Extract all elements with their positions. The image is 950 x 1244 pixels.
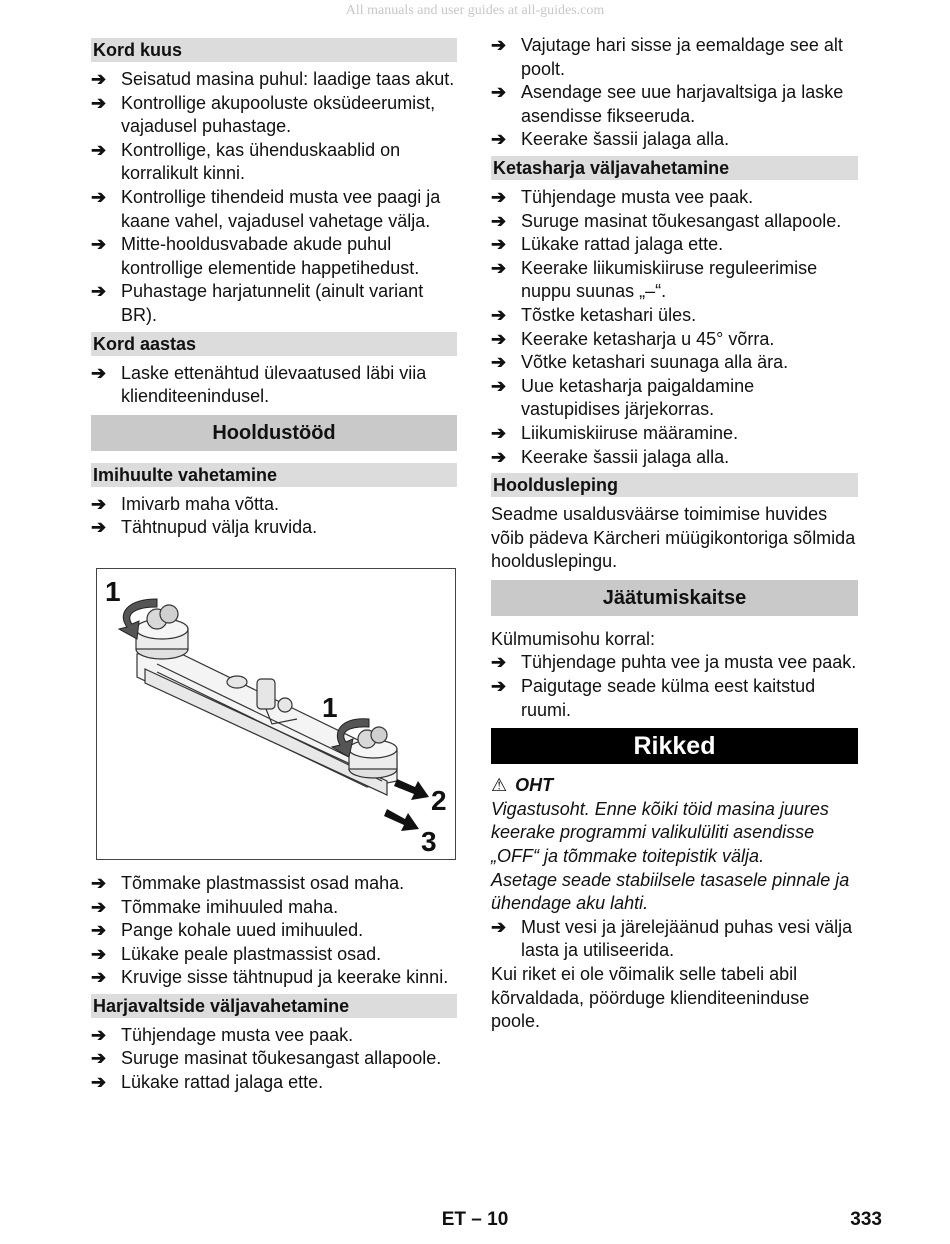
arrow-icon: ➔ bbox=[491, 916, 507, 937]
list-item: ➔ Lükake rattad jalaga ette. bbox=[91, 1071, 457, 1095]
list-item: ➔ Tühjendage musta vee paak. bbox=[491, 186, 858, 210]
list-item: ➔ Keerake šassii jalaga alla. bbox=[491, 446, 858, 470]
page-number: 333 bbox=[850, 1209, 882, 1230]
heading-kord-aastas: Kord aastas bbox=[91, 332, 457, 356]
arrow-icon: ➔ bbox=[91, 92, 107, 113]
arrow-icon: ➔ bbox=[491, 210, 507, 231]
list-item: ➔ Keerake liikumiskiiruse reguleerimise nuppu suunas „–“. bbox=[491, 257, 818, 302]
list-item: ➔ Suruge masinat tõukesangast allapoole. bbox=[91, 1047, 457, 1071]
list-item: ➔ Kontrollige, kas ühenduskaablid on korralikult kinni. bbox=[91, 139, 401, 184]
arrow-icon: ➔ bbox=[91, 139, 107, 160]
step-label-2: 2 bbox=[431, 784, 447, 816]
arrow-icon: ➔ bbox=[91, 1072, 107, 1093]
arrow-icon: ➔ bbox=[491, 234, 507, 255]
step-label-3: 3 bbox=[421, 825, 437, 857]
list-kord-kuus bbox=[91, 68, 457, 328]
heading-hooldusleping: Hooldusleping bbox=[491, 473, 858, 497]
arrow-icon: ➔ bbox=[91, 896, 107, 917]
list-item: ➔ Lükake peale plastmassist osad. bbox=[91, 943, 457, 967]
arrow-icon: ➔ bbox=[91, 362, 107, 383]
step-label-1-right: 1 bbox=[322, 691, 338, 723]
heading-jaatumiskaitse: Jäätumiskaitse bbox=[491, 580, 858, 616]
list-item: ➔ Laske ettenähtud ülevaatused läbi viia klienditeenindusel. bbox=[91, 362, 427, 407]
step-label-1-left: 1 bbox=[105, 575, 121, 607]
list-item: ➔ Kontrollige tihendeid musta vee paagi ja kaane vahel, vajadusel vahetage välja. bbox=[91, 186, 441, 231]
list-item: ➔ Puhastage harjatunnelit (ainult variant BR). bbox=[91, 281, 424, 325]
warning-triangle-icon: ⚠ bbox=[491, 775, 508, 796]
list-item: ➔ Seisatud masina puhul: laadige taas akut. bbox=[91, 68, 457, 92]
arrow-icon: ➔ bbox=[91, 967, 107, 988]
heading-imihuulte: Imihuulte vahetamine bbox=[91, 463, 457, 487]
heading-rikked: Rikked bbox=[491, 728, 858, 764]
arrow-icon: ➔ bbox=[491, 186, 507, 207]
jaatumiskaitse-intro: Külmumisohu korral: bbox=[491, 628, 656, 649]
arrow-icon: ➔ bbox=[491, 422, 507, 443]
right-column bbox=[491, 34, 858, 1034]
heading-ketasharja: Ketasharja väljavahetamine bbox=[491, 156, 858, 180]
list-item: ➔ Uue ketasharja paigaldamine vastupidises järjekorras. bbox=[491, 375, 755, 420]
arrow-icon: ➔ bbox=[91, 493, 107, 514]
arrow-icon: ➔ bbox=[491, 446, 507, 467]
watermark: All manuals and user guides at all-guides.com bbox=[345, 3, 605, 18]
arrow-icon: ➔ bbox=[491, 257, 507, 278]
arrow-icon: ➔ bbox=[491, 304, 507, 325]
list-item: ➔ Tõmmake plastmassist osad maha. bbox=[91, 872, 457, 896]
footer-section-label: ET – 10 bbox=[441, 1209, 509, 1230]
list-item: ➔ Liikumiskiiruse määramine. bbox=[491, 422, 858, 446]
list-item: ➔ Keerake šassii jalaga alla. bbox=[491, 128, 858, 152]
heading-harjavaltside: Harjavaltside väljavahetamine bbox=[91, 994, 457, 1018]
list-item: ➔ Vajutage hari sisse ja eemaldage see alt poolt. bbox=[491, 35, 843, 79]
list-imihuulte-after bbox=[91, 872, 457, 990]
list-item: ➔ Tühjendage musta vee paak. bbox=[91, 1024, 457, 1048]
list-item: ➔ Kruvige sisse tähtnupud ja keerake kinni. bbox=[91, 966, 457, 990]
heading-hooldustood: Hooldustööd bbox=[91, 415, 457, 451]
arrow-icon: ➔ bbox=[491, 328, 507, 349]
heading-kord-kuus: Kord kuus bbox=[91, 38, 457, 62]
pull-arrow-icon bbox=[384, 809, 419, 831]
left-star-knob bbox=[136, 605, 188, 659]
arrow-icon: ➔ bbox=[91, 517, 107, 538]
arrow-icon: ➔ bbox=[91, 920, 107, 941]
arrow-icon: ➔ bbox=[91, 281, 107, 302]
arrow-icon: ➔ bbox=[491, 652, 507, 673]
arrow-icon: ➔ bbox=[91, 69, 107, 89]
list-item: ➔ Must vesi ja järelejäänud puhas vesi välja lasta ja utiliseerida. bbox=[491, 916, 853, 961]
list-item: ➔ Võtke ketashari suunaga alla ära. bbox=[491, 351, 858, 375]
squeegee-illustration bbox=[96, 568, 456, 860]
right-star-knob bbox=[349, 727, 397, 778]
warning-text: Vigastusoht. Enne kõiki töid masina juures keerake programmi valikulüliti asendisse „OFF“ ja tõmmake toitepistik välja. bbox=[491, 798, 829, 867]
arrow-icon: ➔ bbox=[91, 1024, 107, 1045]
arrow-icon: ➔ bbox=[91, 943, 107, 964]
arrow-icon: ➔ bbox=[91, 872, 107, 893]
list-item: ➔ Tähtnupud välja kruvida. bbox=[91, 516, 457, 540]
arrow-icon: ➔ bbox=[91, 186, 107, 207]
arrow-icon: ➔ bbox=[491, 129, 507, 150]
list-item: ➔ Asendage see uue harjavaltsiga ja laske asendisse fikseeruda. bbox=[491, 82, 844, 126]
list-item: ➔ Kontrollige akupooluste oksüdeerumist, vajadusel puhastage. bbox=[91, 92, 436, 137]
list-item: ➔ Pange kohale uued imihuuled. bbox=[91, 919, 457, 943]
list-item: ➔ Lükake rattad jalaga ette. bbox=[491, 233, 858, 257]
arrow-icon: ➔ bbox=[491, 375, 507, 396]
warning-text-2: Asetage seade stabiilsele tasasele pinnale ja ühendage aku lahti. bbox=[491, 869, 850, 914]
list-item: ➔ Mitte-hooldusvabade akude puhul kontrollige elementide happetihedust. bbox=[91, 234, 420, 278]
list-item: ➔ Tõstke ketashari üles. bbox=[491, 304, 858, 328]
list-ketasharja bbox=[491, 186, 858, 469]
list-item: ➔ Paigutage seade külma eest kaitstud ruumi. bbox=[491, 676, 816, 720]
list-item: ➔ Imivarb maha võtta. bbox=[91, 493, 457, 517]
list-item: ➔ Tühjendage puhta vee ja musta vee paak. bbox=[491, 651, 858, 675]
arrow-icon: ➔ bbox=[491, 82, 507, 103]
arrow-icon: ➔ bbox=[91, 1048, 107, 1069]
left-column bbox=[91, 34, 457, 1095]
pull-arrow-icon bbox=[394, 779, 429, 800]
rikked-text: Kui riket ei ole võimalik selle tabeli abil kõrvaldada, pöörduge klienditeeninduse poole. bbox=[491, 964, 810, 1032]
hooldusleping-text: Seadme usaldusväärse toimimise huvides võib pädeva Kärcheri müügikontoriga sõlmida hoolduslepingu. bbox=[491, 504, 856, 572]
list-item: ➔ Tõmmake imihuuled maha. bbox=[91, 896, 457, 920]
arrow-icon: ➔ bbox=[491, 352, 507, 373]
arrow-icon: ➔ bbox=[91, 234, 107, 255]
warning-heading: ⚠ OHT bbox=[491, 775, 554, 796]
arrow-icon: ➔ bbox=[491, 676, 507, 697]
list-item: ➔ Suruge masinat tõukesangast allapoole. bbox=[491, 210, 858, 234]
arrow-icon: ➔ bbox=[491, 35, 507, 55]
list-item: ➔ Keerake ketasharja u 45° võrra. bbox=[491, 328, 858, 352]
